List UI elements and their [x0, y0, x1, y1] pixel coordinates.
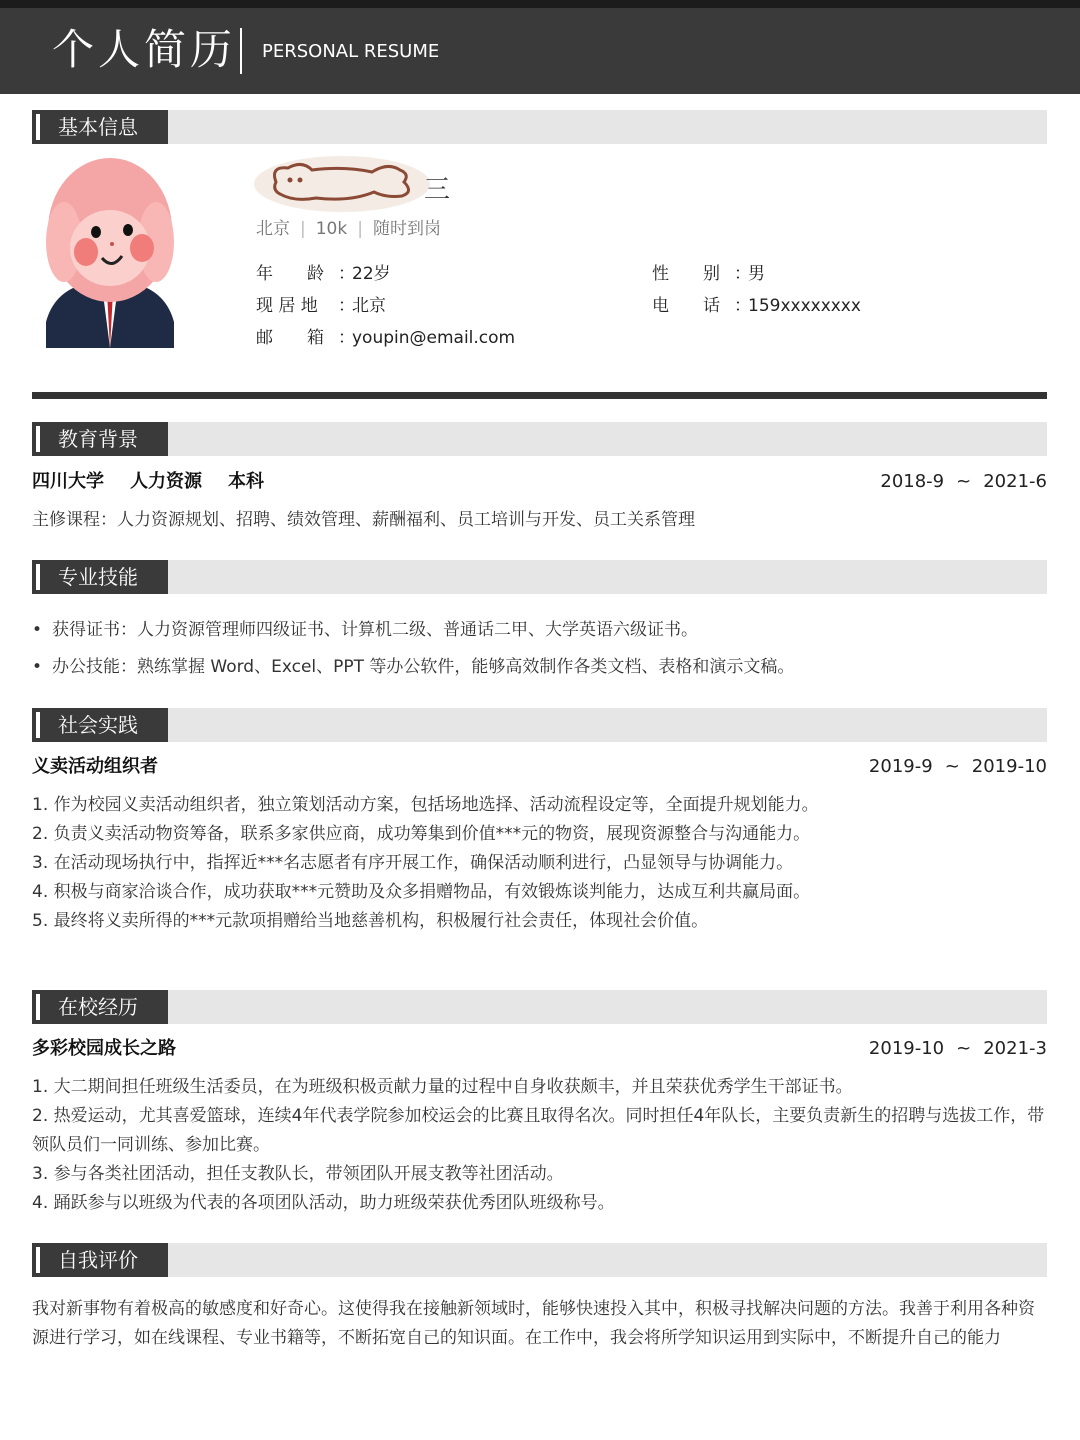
skills-list — [32, 612, 1047, 686]
info-residence — [256, 294, 386, 318]
info-colon: ： — [338, 264, 355, 284]
section-self-eval — [32, 1243, 1047, 1277]
info-email — [256, 326, 515, 350]
resume-title: 个人简历 — [52, 25, 237, 74]
practice-period — [869, 753, 1047, 781]
list-item: 2. 热爱运动，尤其喜爱篮球，连续4年代表学院参加校运会的比赛且取得名次。同时担任4年队长，主要负责新生的招聘与选拔工作，带领队员们一同训练、参加比赛。 — [32, 1106, 1045, 1155]
list-item: 4. 踊跃参与以班级为代表的各项团队活动，助力班级荣获优秀团队班级称号。 — [32, 1193, 615, 1213]
intent-availability: 随时到岗 — [372, 219, 441, 239]
info-colon: ： — [338, 296, 355, 316]
intent-separator: | — [300, 219, 306, 239]
list-item — [32, 649, 1047, 686]
intent-separator: | — [357, 219, 363, 239]
name-scribble-icon — [254, 152, 434, 216]
period-start: 2019-10 — [868, 1038, 945, 1059]
resume-header — [0, 8, 1080, 94]
section-mark — [36, 426, 40, 452]
candidate-name: 三 — [424, 175, 451, 205]
info-value: 男 — [748, 264, 765, 284]
section-skills — [32, 560, 1047, 594]
info-label: 性 别 — [652, 264, 720, 284]
section-basic-info — [32, 110, 1047, 144]
period-end: 2021-3 — [983, 1038, 1047, 1059]
section-title: 在校经历 — [58, 995, 138, 1019]
section-mark — [36, 994, 40, 1020]
list-item: 1. 大二期间担任班级生活委员，在为班级积极贡献力量的过程中自身收获颇丰，并且荣获优秀学生干部证书。 — [32, 1077, 853, 1097]
campus-list — [32, 1073, 1047, 1218]
education-period — [880, 468, 1047, 496]
list-item: 5. 最终将义卖所得的***元款项捐赠给当地慈善机构，积极履行社会责任，体现社会价值。 — [32, 911, 709, 931]
info-label: 电 话 — [652, 296, 720, 316]
education-courses: 主修课程：人力资源规划、招聘、绩效管理、薪酬福利、员工培训与开发、员工关系管理 — [32, 510, 695, 530]
info-value: 22岁 — [352, 264, 391, 284]
section-mark — [36, 564, 40, 590]
section-tab — [32, 422, 168, 456]
campus-period — [869, 1035, 1047, 1063]
bullet-dot: • — [32, 620, 43, 640]
section-mark — [36, 114, 40, 140]
section-campus — [32, 990, 1047, 1024]
section-mark — [36, 1247, 40, 1273]
job-intent — [256, 216, 441, 242]
section-tab — [32, 1243, 168, 1277]
list-item: 1. 作为校园义卖活动组织者，独立策划活动方案，包括场地选择、活动流程设定等，全面提升规划能力。 — [32, 795, 819, 815]
section-tab — [32, 560, 168, 594]
info-value: youpin@email.com — [352, 328, 516, 348]
section-title: 教育背景 — [58, 427, 138, 451]
info-phone — [652, 294, 861, 318]
info-colon: ： — [338, 328, 355, 348]
education-school: 四川大学 — [32, 471, 104, 492]
skill-text: 获得证书：人力资源管理师四级证书、计算机二级、普通话二甲、大学英语六级证书。 — [52, 620, 698, 640]
intent-salary: 10k — [315, 219, 348, 239]
info-colon: ： — [734, 296, 751, 316]
section-tab — [32, 110, 168, 144]
period-start: 2019-9 — [868, 756, 933, 777]
period-end: 2019-10 — [971, 756, 1047, 777]
section-tab — [32, 990, 168, 1024]
section-title: 社会实践 — [58, 713, 138, 737]
avatar — [44, 152, 176, 348]
bullet-dot: • — [32, 657, 43, 677]
practice-title: 义卖活动组织者 — [32, 756, 158, 777]
education-degree: 本科 — [228, 471, 264, 492]
section-practice — [32, 708, 1047, 742]
top-band — [0, 0, 1080, 8]
education-info — [32, 468, 290, 496]
list-item: 3. 参与各类社团活动，担任支教队长，带领团队开展支教等社团活动。 — [32, 1164, 564, 1184]
period-start: 2018-9 — [880, 471, 945, 492]
campus-title: 多彩校园成长之路 — [32, 1038, 176, 1059]
skill-text: 办公技能：熟练掌握 Word、Excel、PPT 等办公软件，能够高效制作各类文档、表格和演示文稿。 — [52, 657, 795, 677]
info-age — [256, 262, 391, 286]
info-label: 年 龄 — [256, 264, 324, 284]
list-item: 4. 积极与商家洽谈合作，成功获取***元赞助及众多捐赠物品，有效锻炼谈判能力，达成互利共赢局面。 — [32, 882, 811, 902]
period-tilde: ~ — [944, 756, 960, 777]
practice-entry-head — [32, 753, 1047, 781]
info-gender — [652, 262, 765, 286]
education-major: 人力资源 — [130, 471, 202, 492]
list-item: 2. 负责义卖活动物资筹备，联系多家供应商，成功筹集到价值***元的物资，展现资源整合与沟通能力。 — [32, 824, 811, 844]
info-label: 邮 箱 — [256, 328, 324, 348]
list-item: 3. 在活动现场执行中，指挥近***名志愿者有序开展工作，确保活动顺利进行，凸显领导与协调能力。 — [32, 853, 794, 873]
section-mark — [36, 712, 40, 738]
info-value: 159xxxxxxxx — [748, 296, 861, 316]
list-item — [32, 612, 1047, 649]
info-value: 北京 — [352, 296, 386, 316]
campus-entry-head — [32, 1035, 1047, 1063]
resume-subtitle: PERSONAL RESUME — [262, 41, 440, 62]
period-tilde: ~ — [956, 1038, 972, 1059]
period-tilde: ~ — [956, 471, 972, 492]
section-title: 自我评价 — [58, 1248, 138, 1272]
section-divider — [32, 392, 1047, 399]
section-education — [32, 422, 1047, 456]
practice-list — [32, 791, 1047, 936]
education-entry-head — [32, 468, 1047, 496]
info-label: 现 居 地 — [256, 296, 318, 316]
section-title: 专业技能 — [58, 565, 138, 589]
section-tab — [32, 708, 168, 742]
header-divider — [240, 28, 242, 74]
info-colon: ： — [734, 264, 751, 284]
section-title: 基本信息 — [58, 115, 138, 139]
intent-city: 北京 — [256, 219, 290, 239]
period-end: 2021-6 — [983, 471, 1047, 492]
self-eval-text: 我对新事物有着极高的敏感度和好奇心。这使得我在接触新领域时，能够快速投入其中，积极寻找解决问题的方法。我善于利用各种资源进行学习，如在线课程、专业书籍等，不断拓宽自己的知识面。在工作中，我会将所学知识运用到实际中，不断提升自己的能力 — [32, 1299, 1035, 1348]
